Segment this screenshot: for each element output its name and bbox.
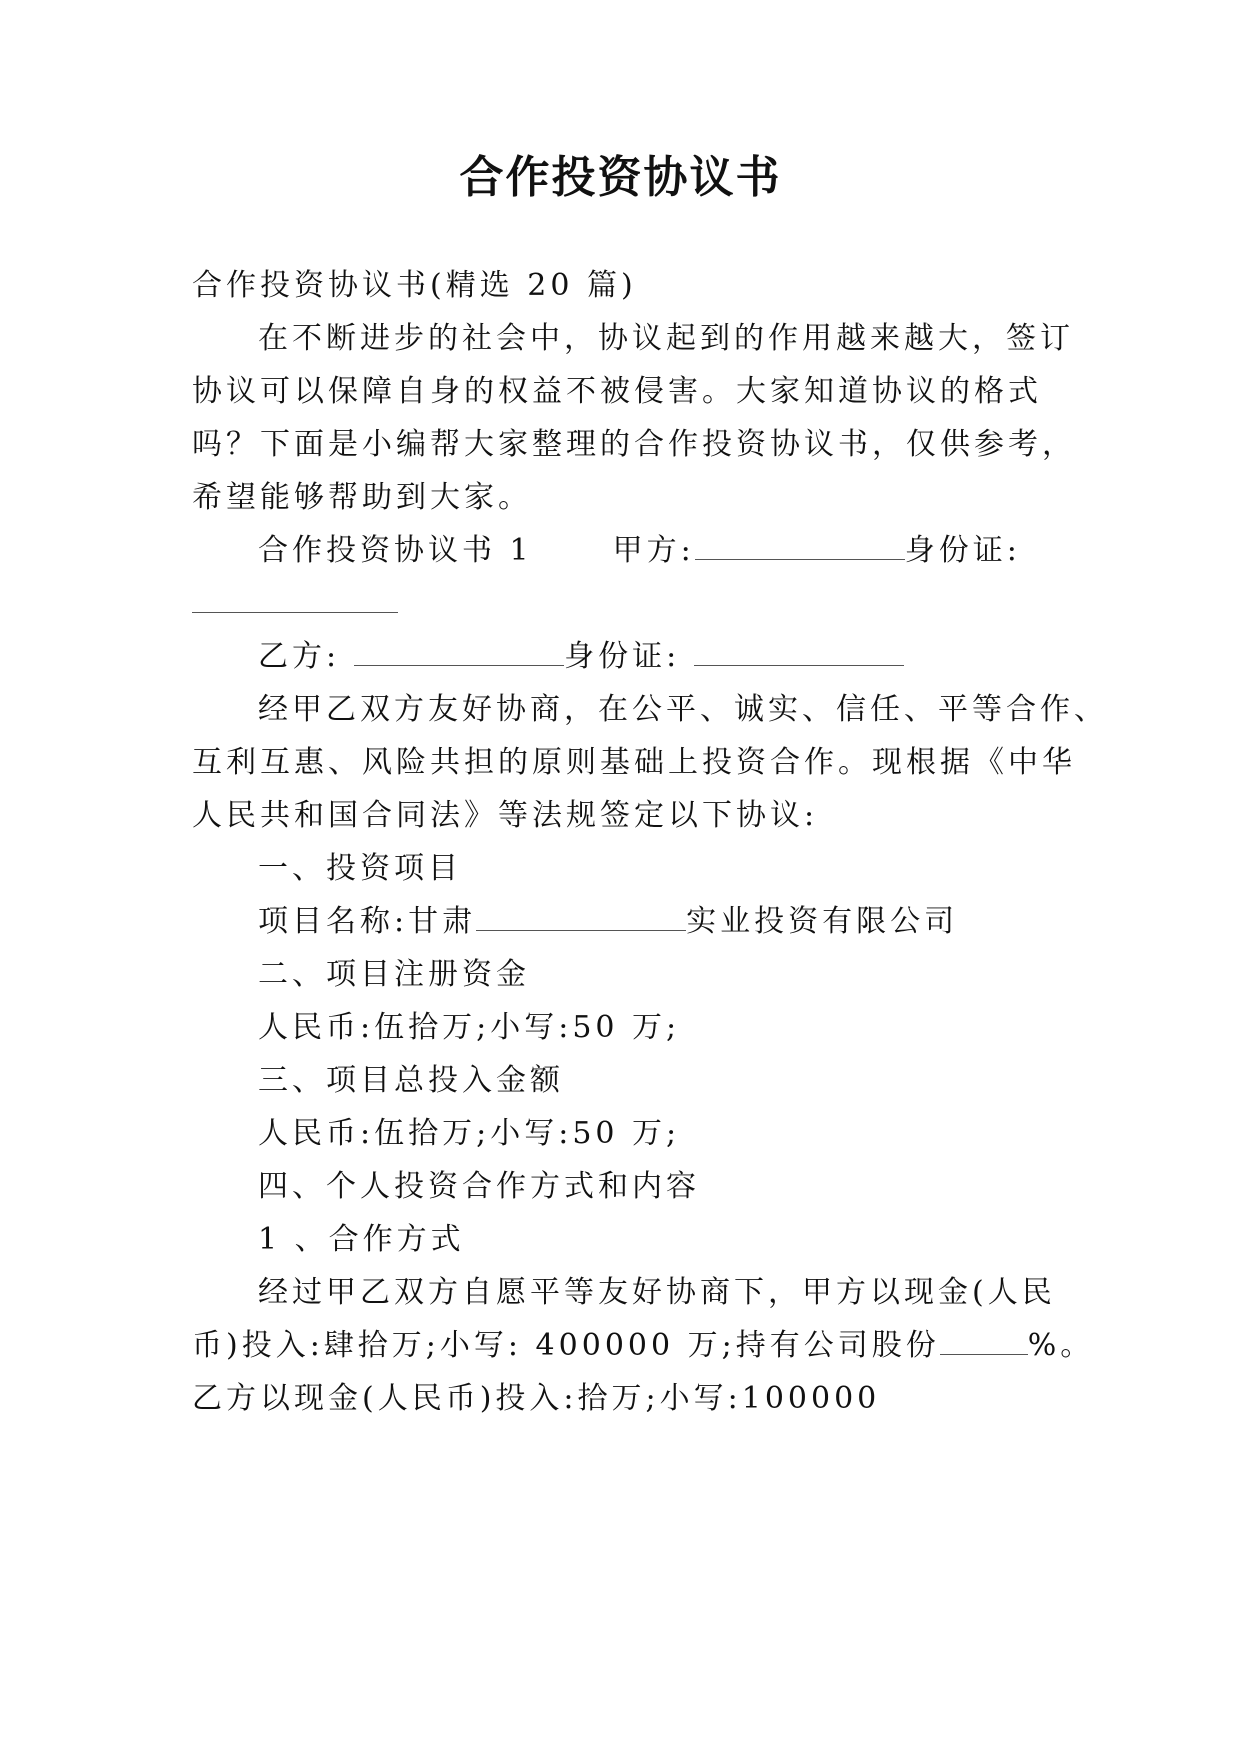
section-2-heading: 二、项目注册资金 [258,957,530,992]
section-1-heading: 一、投资项目 [258,851,462,886]
registered-capital: 人民币:伍拾万;小写:50 万; [258,1010,681,1045]
body-line-3: 人民共和国合同法》等法规签定以下协议: [192,798,819,833]
share-percent-blank [940,1328,1028,1355]
party-b-id-label: 身份证: [564,639,681,674]
party-a-id-label: 身份证: [904,533,1021,568]
body-line-2: 互利互惠、风险共担的原则基础上投资合作。现根据《中华 [192,745,1076,780]
agreement-heading: 合作投资协议书 1 [258,533,533,568]
party-a-id-blank-line [192,584,398,624]
project-name-label: 项目名称:甘肃 [258,904,477,939]
body-line-1: 经甲乙双方友好协商，在公平、诚实、信任、平等合作、 [258,692,1108,727]
party-a-line [258,531,1021,571]
total-investment: 人民币:伍拾万;小写:50 万; [258,1116,681,1151]
subsection-1-heading: 1 、合作方式 [258,1222,465,1257]
party-a-id-blank [192,586,398,613]
party-b-id-blank [694,639,904,666]
party-b-line [258,637,904,677]
party-a-blank [695,533,905,560]
intro-line-4: 希望能够帮助到大家。 [192,480,532,515]
section-4-heading: 四、个人投资合作方式和内容 [258,1169,700,1204]
project-name-line [258,902,958,942]
project-name-suffix: 实业投资有限公司 [686,904,959,939]
party-a-investment: 币)投入:肆拾万;小写: 400000 万;持有公司股份 [192,1328,940,1363]
party-b-blank [354,639,564,666]
party-b-label: 乙方: [258,639,341,674]
cooperation-line-2 [192,1326,1094,1366]
intro-line-1: 在不断进步的社会中，协议起到的作用越来越大，签订 [258,321,1074,356]
section-3-heading: 三、项目总投入金额 [258,1063,564,1098]
percent-sign: %。 [1027,1328,1095,1363]
cooperation-line-3: 乙方以现金(人民币)投入:拾万;小写:100000 [192,1381,881,1416]
intro-line-3: 吗？下面是小编帮大家整理的合作投资协议书，仅供参考， [192,427,1076,462]
subtitle-line: 合作投资协议书(精选 20 篇) [192,268,637,303]
intro-line-2: 协议可以保障自身的权益不被侵害。大家知道协议的格式 [192,374,1042,409]
document-title: 合作投资协议书 [459,152,782,203]
party-a-label: 甲方: [612,533,695,568]
cooperation-line-1: 经过甲乙双方自愿平等友好协商下，甲方以现金(人民 [258,1275,1056,1310]
project-name-blank [476,904,686,931]
